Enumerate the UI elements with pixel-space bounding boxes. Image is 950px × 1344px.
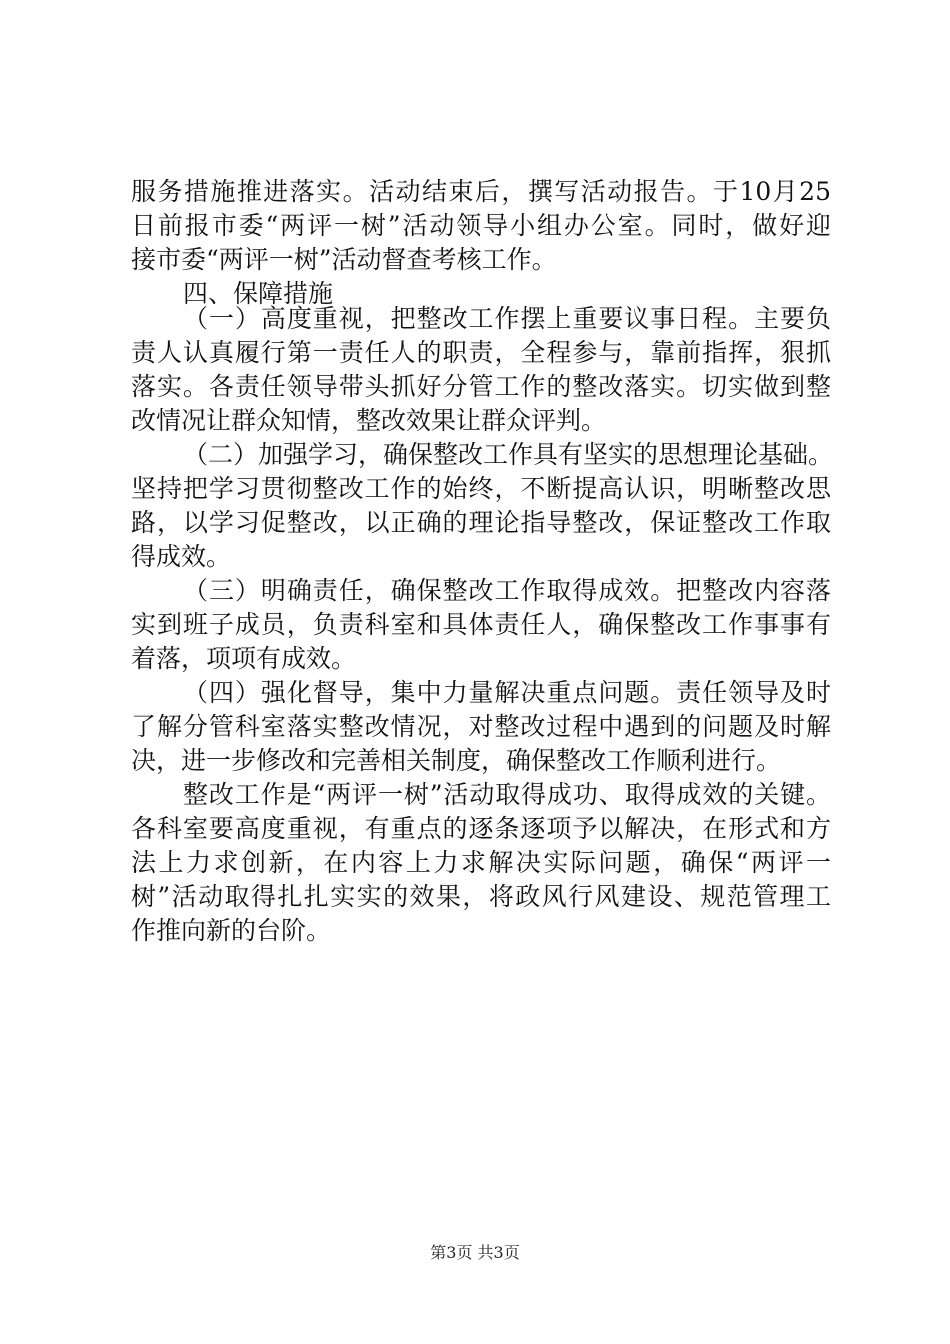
text-line: （三）明确责任，确保整改工作取得成效。把整改内容落 bbox=[183, 576, 831, 605]
text-line: 实到班子成员，负责科室和具体责任人，确保整改工作事事有 bbox=[131, 610, 831, 639]
text-line: 了解分管科室落实整改情况，对整改过程中遇到的问题及时解 bbox=[131, 712, 831, 741]
text-line: 各科室要高度重视，有重点的逐条逐项予以解决，在形式和方 bbox=[131, 814, 831, 843]
text-line: 作推向新的台阶。 bbox=[131, 916, 332, 945]
page-number-footer: 第3页 共3页 bbox=[430, 1243, 520, 1262]
text-line: 日前报市委“两评一树”活动领导小组办公室。同时，做好迎 bbox=[131, 211, 831, 240]
text-line: 整改工作是“两评一树”活动取得成功、取得成效的关键。 bbox=[183, 780, 831, 809]
text-line: （一）高度重视，把整改工作摆上重要议事日程。主要负 bbox=[183, 304, 831, 333]
text-line: 坚持把学习贯彻整改工作的始终，不断提高认识，明晰整改思 bbox=[131, 474, 831, 503]
text-line: 接市委“两评一树”活动督查考核工作。 bbox=[131, 245, 557, 274]
text-line: 决，进一步修改和完善相关制度，确保整改工作顺利进行。 bbox=[131, 746, 782, 775]
text-line: 树”活动取得扎扎实实的效果，将政风行风建设、规范管理工 bbox=[131, 882, 831, 911]
text-line: 得成效。 bbox=[131, 542, 232, 571]
text-line: （二）加强学习，确保整改工作具有坚实的思想理论基础。 bbox=[183, 440, 834, 469]
text-line: 改情况让群众知情，整改效果让群众评判。 bbox=[131, 406, 607, 435]
text-line: 法上力求创新，在内容上力求解决实际问题，确保“两评一 bbox=[131, 848, 831, 877]
text-line: 着落，项项有成效。 bbox=[131, 644, 357, 673]
text-line: 服务措施推进落实。活动结束后，撰写活动报告。于10月25 bbox=[131, 177, 831, 206]
text-line: 落实。各责任领导带头抓好分管工作的整改落实。切实做到整 bbox=[131, 372, 831, 401]
text-line: 责人认真履行第一责任人的职责，全程参与，靠前指挥，狠抓 bbox=[131, 338, 831, 367]
section-heading: 四、保障措施 bbox=[183, 279, 334, 308]
text-line: （四）强化督导，集中力量解决重点问题。责任领导及时 bbox=[183, 678, 831, 707]
text-line: 路，以学习促整改，以正确的理论指导整改，保证整改工作取 bbox=[131, 508, 831, 537]
